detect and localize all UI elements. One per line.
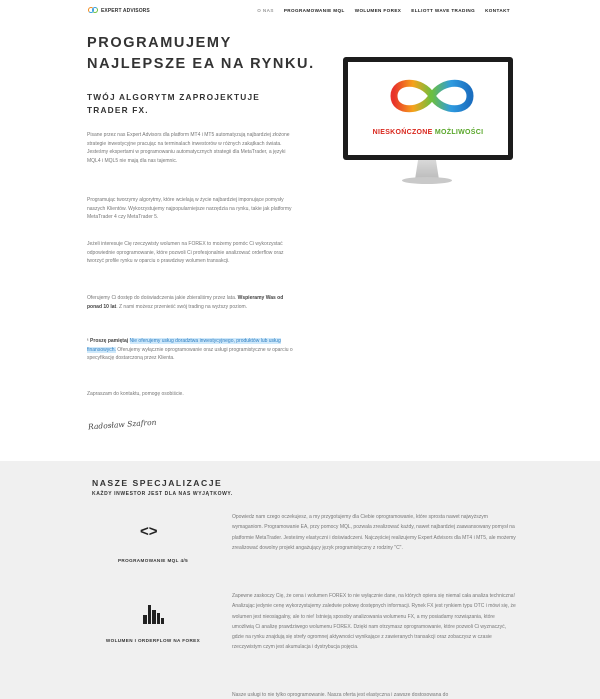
top-navigation [0, 0, 600, 24]
monitor-stand-base [402, 177, 452, 184]
disclaimer-highlight: Nie oferujemy usług doradztwa inwestycyjnego, produktów lub usług finansowych. [87, 338, 281, 353]
signature: Radosław Szafron [87, 417, 157, 432]
intro-paragraph-4 [87, 294, 297, 311]
contact-invite: Zapraszam do kontaktu, pomogę osobiście. [87, 391, 184, 397]
menu-item-o-nas[interactable]: O NAS [257, 8, 274, 13]
specializations-subtitle: KAŻDY INWESTOR JEST DLA NAS WYJĄTKOWY. [92, 491, 233, 497]
bar-chart-icon [143, 605, 164, 624]
feature-text-volume: Zapewne zaskoczy Cię, że cena i wolumen FOREX to nie wyłącznie dane, na których opiera się niemal cała analiza techniczna! Analizując jedynie cenę wykorzystujemy zaledwie połowę dostępnych informacji. Rynek FX jest rynkiem typu OTC i mówi się, że wolumen jest nieosiągalny, ale to nie! Istnieją sposoby analizowania wolumenu FX, a my posiadamy rozwiązania, które umożliwią Ci analizę prawdziwego wolumenu FOREX. Dzięki nam otrzymasz oprogramowanie, które pozwoli Ci wyznaczyć, gdzie na rynku znajdują się strefy ogromnej aktywności wynikające z zawieranych transakcji oraz zobaczysz w czasie rzeczywistym czym jest akumulacja i dystrybucja pojęcia. [232, 593, 516, 651]
feature-label-volume: WOLUMEN I ORDERFLOW NA FOREX [105, 638, 201, 643]
menu-item-programowanie-mql[interactable]: PROGRAMOWANIE MQL [283, 8, 345, 13]
monitor-screen [348, 62, 508, 155]
infinity-logo-icon [88, 7, 98, 14]
logo[interactable] [88, 7, 150, 14]
paragraph-4-end: . Z nami możesz przenieść swój trading na wyższy poziom. [116, 303, 248, 310]
hero-title-line-2: NAJLEPSZE EA NA RYNKU. [87, 56, 315, 72]
tagline-green: MOŻLIWOŚCI [434, 129, 484, 136]
feature-text-mql: Opowiedz nam czego oczekujesz, a my przygotujemy dla Ciebie oprogramowanie, które sprosta nawet najwyższym wymaganiom. Programowanie EA, przy pomocy MQL, pozwala zrealizować każdy, nawet najbardziej zaawansowany pomysł na platformie MetaTrader. Jesteśmy elastyczni i doświadczeni. Najczęściej realizujemy Expert Advisors dla MT4 i MT5, ale możemy zrealizować dowolny projekt angażujący język programistyczny z rodziny "C". [232, 514, 516, 551]
intro-paragraph-2: Programując tworzymy algorytmy, które wcielają w życie najbardziej imponujące pomysły naszych Klientów. Wykorzystujemy najpopularniejsze narzędzia na rynku, takie jak platformy MetaTrader 4 czy MetaTrader 5. [87, 197, 292, 221]
monitor-stand-neck [413, 160, 441, 178]
paragraph-4-bold: Wspieramy Was od ponad 10 lat [87, 295, 284, 310]
monitor-illustration [343, 57, 513, 160]
intro-paragraph-1: Pisane przez nas Expert Advisors dla platform MT4 i MT5 automatyzują najbardziej złożone strategie inwestycyjne pracując na terminalach inwestorów w różnych zakątkach świata. Jesteśmy ekspertami w programowaniu automatycznych strategii dla MetaTrader, a języki MQL4 i MQL5 nie mają dla nas tajemnic. [87, 132, 290, 164]
tagline-red: NIESKOŃCZONE [372, 129, 435, 136]
intro-paragraph-3: Jeżeli interesuje Cię rzeczywisty wolumen na FOREX to możemy pomóc Ci wykorzystać odpowiednie oprogramowanie, które pozwoli Ci profesjonalnie analizować orderflow oraz tworzyć profile rynku w oparciu o prawdziwy wolumen transakcji. [87, 241, 284, 265]
paragraph-4-start: Oferujemy Ci dostęp do doświadczenia jakie zbieraliśmy przez lata. [87, 295, 238, 301]
main-menu [257, 8, 510, 13]
hero-title-line-1: PROGRAMUJEMY [87, 35, 232, 51]
logo-text: EXPERT ADVISORS [101, 7, 150, 14]
disclaimer-end: Oferujemy wyłącznie oprogramowanie oraz usługi programistyczne w oparciu o specyfikację dostarczoną przez Klienta. [87, 346, 293, 362]
monitor-tagline [348, 129, 508, 136]
feature-text-services: Nasze usługi to nie tylko oprogramowanie. Nasza oferta jest elastyczna i zawsze dostosowana do [232, 692, 449, 698]
specializations-title: NASZE SPECJALIZACJE [92, 478, 223, 488]
menu-item-wolumen-forex[interactable]: WOLUMEN FOREX [354, 8, 402, 13]
hero-title [87, 33, 327, 75]
hero-subtitle-line-2: TRADER FX. [87, 105, 149, 115]
disclaimer-bold: ¹ Proszę pamiętaj [87, 338, 129, 344]
menu-item-kontakt[interactable]: KONTAKT [485, 8, 510, 13]
specializations-section [0, 461, 600, 699]
infinity-icon [382, 71, 482, 121]
code-icon: <> [140, 523, 158, 540]
disclaimer-paragraph [87, 337, 297, 363]
menu-item-elliott-wave-trading[interactable]: ELLIOTT WAVE TRADING [411, 8, 476, 13]
feature-label-mql: PROGRAMOWANIE MQL 4/5 [117, 558, 189, 563]
hero-subtitle-line-1: TWÓJ ALGORYTM ZAPROJEKTUJE [87, 92, 261, 102]
hero-subtitle [87, 91, 307, 117]
